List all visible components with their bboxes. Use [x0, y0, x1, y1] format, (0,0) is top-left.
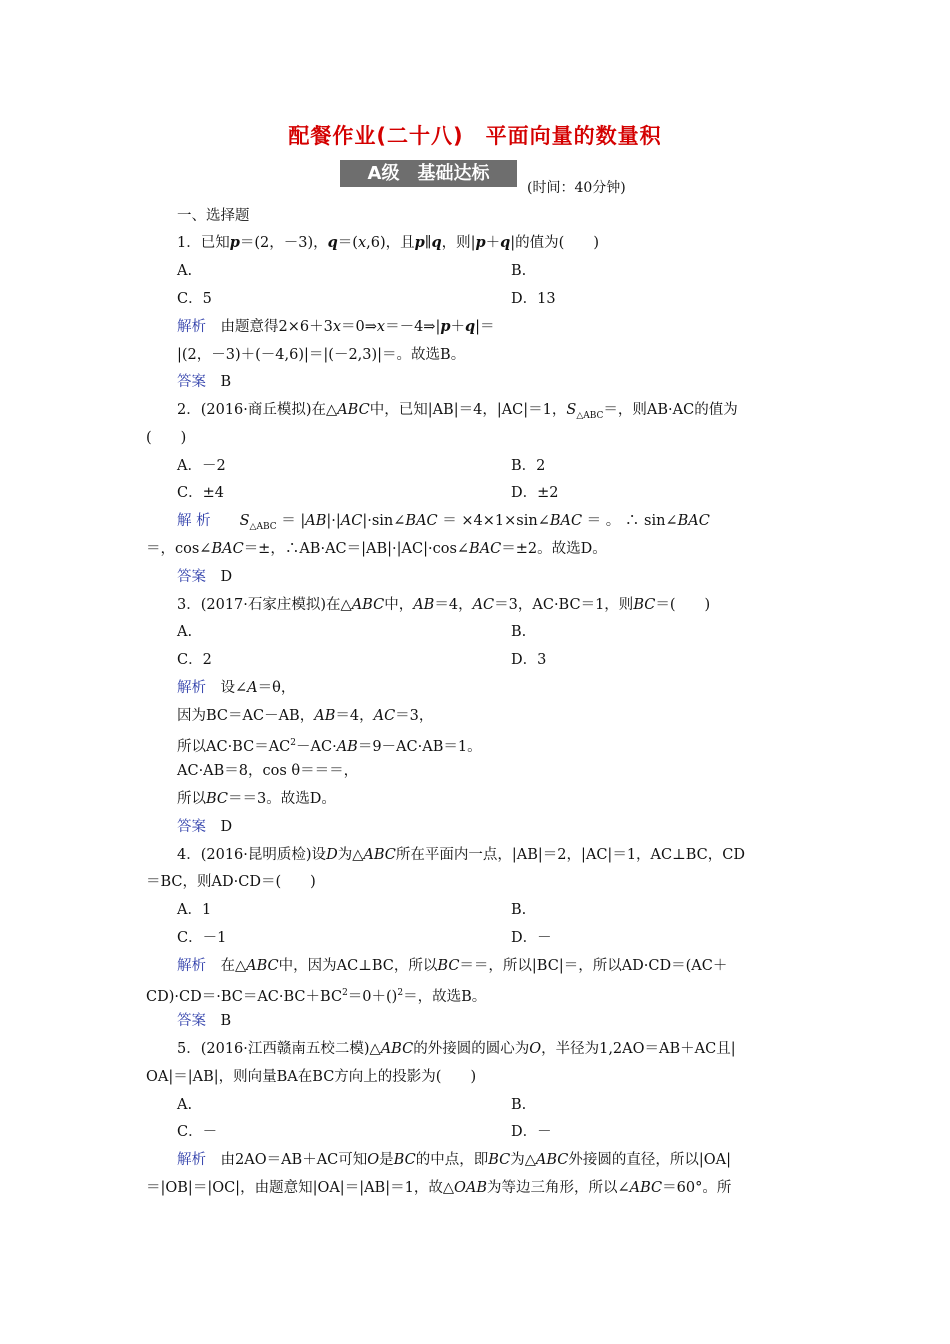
q2-analysis-line1: 解 析 $S_{\triangle ABC}$ ＝ |AB|·|AC|·sin∠BAC ＝ ×4×1×sin∠BAC ＝ 。 ∴ sin∠BAC [177, 513, 710, 532]
section-heading: 一、选择题 [177, 208, 250, 224]
analysis-label: 解析 [177, 958, 206, 974]
answer-label: 答案 [177, 374, 206, 390]
q2-option-c: C．±4 [177, 485, 224, 501]
q1-option-b: B. [511, 263, 527, 279]
q4-option-d: D．－ [511, 930, 552, 946]
q1-stem: 1．已知p＝(2，－3)，q＝(x,6)，且p∥q，则|p＋q|的值为( ) [177, 234, 599, 251]
q5-analysis-line2: ＝|OB|＝|OC|，由题意知|OA|＝|AB|＝1，故△OAB为等边三角形，所以∠ABC＝60°。所 [146, 1180, 732, 1196]
q4-analysis-line1: 解析 在△ABC中，因为AC⊥BC，所以BC＝＝，所以|BC|＝，所以AD·CD＝(AC＋ [177, 958, 728, 974]
q4-option-a: A．1 [177, 902, 212, 918]
q3-option-b: B. [511, 624, 527, 640]
q2-option-d: D．±2 [511, 485, 559, 501]
q4-option-c: C．－1 [177, 930, 227, 946]
q1-analysis-line2: |(2，－3)＋(－4,6)|＝|(－2,3)|＝。故选B。 [177, 347, 466, 363]
level-badge: A级 基础达标 [340, 160, 517, 187]
q5-option-c: C．－ [177, 1124, 218, 1140]
q1-analysis-line1: 解析 由题意得2×6＋3x＝0⇒x＝－4⇒|p＋q|＝ [177, 318, 495, 335]
q3-option-c: C．2 [177, 652, 212, 668]
q5-option-d: D．－ [511, 1124, 552, 1140]
q3-answer: 答案 D [177, 819, 233, 835]
q5-stem-line2: OA|＝|AB|，则向量BA在BC方向上的投影为( ) [146, 1069, 477, 1085]
q1-option-c: C．5 [177, 291, 212, 307]
q3-analysis-line5: 所以BC＝＝3。故选D。 [177, 791, 336, 807]
q3-option-d: D．3 [511, 652, 547, 668]
analysis-label: 解析 [177, 680, 206, 696]
q5-option-b: B. [511, 1097, 527, 1113]
answer-label: 答案 [177, 819, 206, 835]
q3-analysis-line4: AC·AB＝8，cos θ＝＝＝， [177, 763, 359, 779]
q3-analysis-line1: 解析 设∠A＝θ， [177, 680, 296, 696]
q2-stem-line2: ( ) [146, 430, 187, 446]
q2-answer: 答案 D [177, 569, 233, 585]
q5-option-a: A. [177, 1097, 193, 1113]
q3-analysis-line2: 因为BC＝AC－AB，AB＝4，AC＝3， [177, 708, 434, 724]
q3-option-a: A. [177, 624, 193, 640]
q4-option-b: B. [511, 902, 527, 918]
time-note: (时间：40分钟) [527, 180, 626, 196]
q4-stem-line1: 4．(2016·昆明质检)设D为△ABC所在平面内一点，|AB|＝2，|AC|＝1，AC⊥BC，CD [177, 847, 745, 863]
q1-answer: 答案 B [177, 374, 232, 390]
analysis-label: 解析 [177, 1152, 206, 1168]
q2-analysis-line2: ＝，cos∠BAC＝±，∴AB·AC＝|AB|·|AC|·cos∠BAC＝±2。故选D。 [146, 541, 607, 557]
q5-analysis-line1: 解析 由2AO＝AB＋AC可知O是BC的中点，即BC为△ABC外接圆的直径，所以|OA| [177, 1152, 732, 1168]
q1-option-d: D．13 [511, 291, 556, 307]
analysis-label: 解析 [177, 319, 206, 335]
q5-stem-line1: 5．(2016·江西赣南五校二模)△ABC的外接圆的圆心为O，半径为1,2AO＝AB＋AC且| [177, 1041, 736, 1057]
q2-option-a: A．－2 [177, 458, 226, 474]
q4-answer: 答案 B [177, 1013, 232, 1029]
page-title: 配餐作业(二十八) 平面向量的数量积 [288, 124, 662, 148]
answer-label: 答案 [177, 569, 206, 585]
q3-analysis-line3: 所以$AC\cdot BC=AC^2-AC\cdot AB=9-AC\cdot AB=1$。 [177, 738, 482, 755]
q4-analysis-line2: $CD)\cdot CD=\cdot BC=AC\cdot BC+BC^2=0+()^2=$，故选B。 [146, 988, 487, 1005]
q2-option-b: B．2 [511, 458, 546, 474]
q1-option-a: A. [177, 263, 193, 279]
q4-stem-line2: ＝BC，则AD·CD＝( ) [146, 874, 316, 890]
q3-stem: 3．(2017·石家庄模拟)在△ABC中，AB＝4，AC＝3，AC·BC＝1，则BC＝( ) [177, 597, 711, 613]
q2-stem-line1: 2．(2016·商丘模拟)在△ABC中，已知|AB|＝4，|AC|＝1，$S_{\triangle ABC}=$，则AB·AC的值为 [177, 402, 738, 421]
analysis-label: 解 析 [177, 513, 211, 529]
answer-label: 答案 [177, 1013, 206, 1029]
